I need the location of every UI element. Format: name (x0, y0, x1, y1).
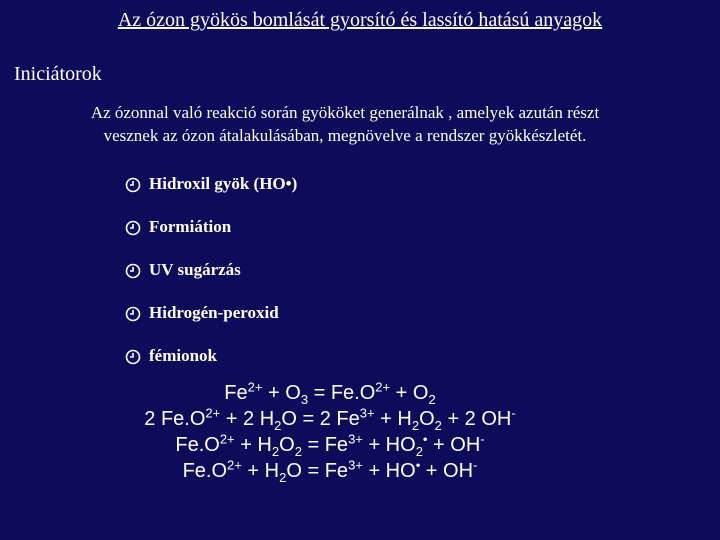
list-item (125, 260, 297, 303)
clock-icon (125, 263, 141, 279)
list-item (125, 303, 297, 346)
initiator-list (125, 174, 297, 389)
description-paragraph (0, 101, 690, 147)
list-item-label: Formiátion (149, 217, 232, 236)
section-heading: Iniciátorok (14, 63, 102, 85)
list-item (125, 174, 297, 217)
paragraph-line-1: Az ózonnal való reakció során gyököket generálnak , amelyek azután részt (90, 103, 600, 122)
list-item-label: Hidroxil gyök (HO•) (149, 174, 298, 193)
equation-1: $Fe^{2+} + O_3 = Fe.O^{2+} + O_2$ (224, 379, 436, 407)
list-item-label: fémionok (149, 346, 217, 365)
slide-title: Az ózon gyökös bomlását gyorsító és lassító hatású anyagok (117, 9, 603, 31)
equation-4: $Fe.O^{2+} + H_2O = Fe^{3+} + HO^• + OH^-$ (182, 457, 478, 485)
equation-2: 2 $Fe.O^{2+} + 2$ $H_2O = 2$ $Fe^{3+} + H_2O_2 + 2$ OH- (144, 405, 516, 433)
list-item (125, 217, 297, 260)
equation-3: $Fe.O^{2+} + H_2O_2 = Fe^{3+} + HO_2^• + OH^-$ (175, 431, 485, 459)
clock-icon (125, 306, 141, 322)
list-item-label: Hidrogén-peroxid (149, 303, 279, 322)
clock-icon (125, 220, 141, 236)
list-item-label: UV sugárzás (149, 260, 241, 279)
clock-icon (125, 177, 141, 193)
equations-block (80, 380, 580, 484)
clock-icon (125, 349, 141, 365)
paragraph-line-2: vesznek az ózon átalakulásában, megnövelve a rendszer gyökkészletét. (103, 126, 587, 145)
